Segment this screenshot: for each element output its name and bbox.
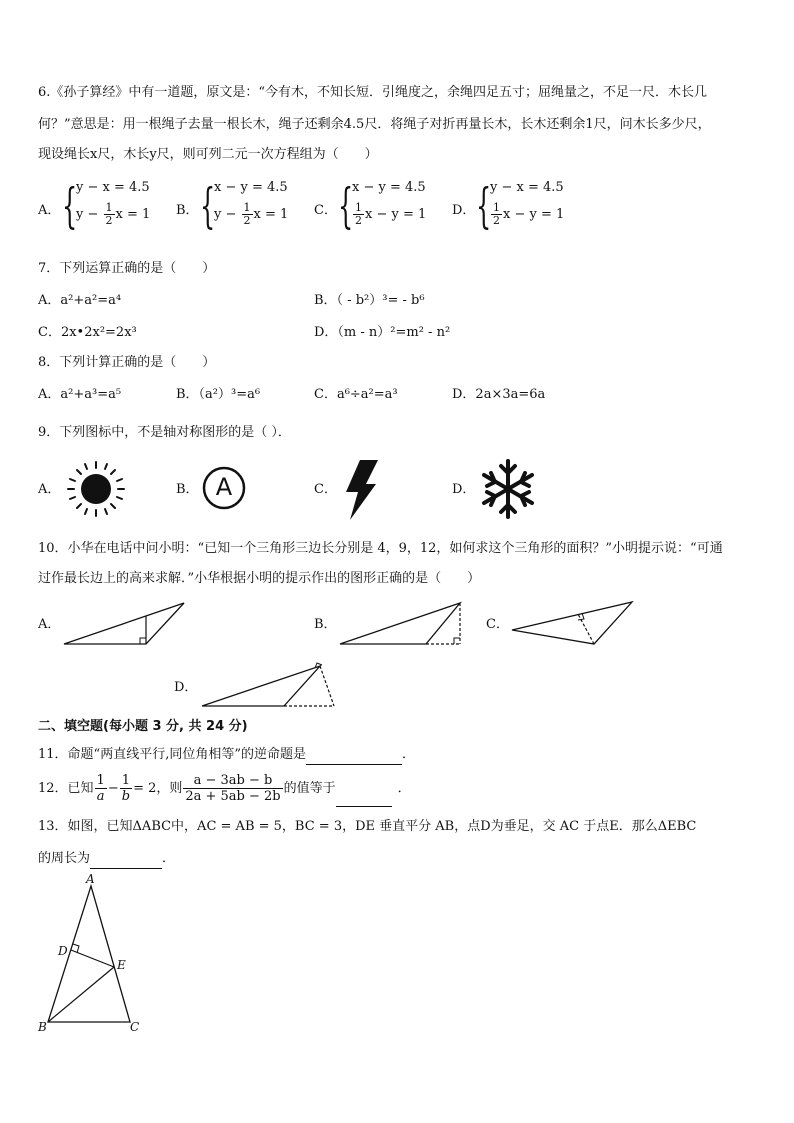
q10-label-c: C．: [486, 617, 509, 632]
triangle-figure-c: [508, 600, 638, 650]
q6-option-b-label: B．: [176, 203, 199, 218]
q10-line1: 10．小华在电话中问小明：“已知一个三角形三边长分别是 4，9，12，如何求这个三角形的面积？”小明提示说：“可通: [38, 541, 723, 556]
q6-d-eq1: y − x = 4.5: [490, 180, 564, 195]
snowflake-icon: [478, 458, 538, 520]
circle-letter-text: A: [215, 473, 233, 501]
q7-stem: 7．下列运算正确的是（ ）: [38, 261, 216, 276]
q6-line2: 何？”意思是：用一根绳子去量一根长木，绳子还剩余4.5尺．将绳子对折再量长木，长木还剩余1尺，问木长多少尺，: [38, 117, 711, 132]
q6-b-eq2: y − $\frac{1}{2}$ x = 1: [214, 201, 289, 227]
q8-option-d: D．2a×3a=6a: [452, 387, 546, 402]
q6-line3: 现设绳长x尺，木长y尺，则可列二元一次方程组为（ ）: [38, 147, 378, 162]
q6-a-eq2: y − $\frac{1}{2}$ x = 1: [76, 201, 151, 227]
point-label-e: E: [117, 958, 126, 972]
q8-option-b: B．（a²）³=a⁶: [176, 387, 261, 402]
q13-triangle-figure: [36, 874, 146, 1040]
point-label-b: B: [38, 1020, 47, 1034]
q11: 11．命题“两直线平行,同位角相等”的逆命题是 ．: [38, 746, 415, 765]
q6-a-eq1: y − x = 4.5: [76, 180, 150, 195]
q6-d-eq2: $\frac{1}{2}$ x − y = 1: [493, 201, 565, 227]
lightning-icon: [340, 458, 384, 524]
triangle-figure-a: [60, 600, 190, 650]
q6-option-d-label: D．: [452, 203, 476, 218]
q10-label-d: D．: [174, 680, 198, 695]
q6-c-eq1: x − y = 4.5: [352, 180, 426, 195]
q6-line1: 6.《孙子算经》中有一道题，原文是：“今有木，不知长短．引绳度之，余绳四足五寸；屈绳量之，不足一尺．木长几: [38, 85, 708, 100]
triangle-figure-b: [336, 600, 466, 650]
q7-option-a: A．a²+a²=a⁴: [38, 293, 122, 308]
triangle-figure-d: [198, 660, 343, 710]
q7-option-d: D．（m - n）²=m² - n²: [314, 325, 451, 340]
point-label-d: D: [58, 944, 68, 958]
q8-option-a: A．a²+a³=a⁵: [38, 387, 122, 402]
q9-label-a: A．: [38, 482, 61, 497]
section-title-fill-blank: 二、填空题(每小题 3 分, 共 24 分): [38, 719, 248, 734]
q7-option-b: B．（ - b²）³= - b⁶: [314, 293, 425, 308]
q9-label-d: D．: [452, 482, 476, 497]
q7-option-c: C．2x•2x²=2x³: [38, 325, 137, 340]
q13-line1: 13．如图，已知ΔABC中，AC = AB = 5，BC = 3，DE 垂直平分 AB，点D为垂足，交 AC 于点E．那么ΔEBC: [38, 819, 697, 834]
q6-option-a-label: A．: [38, 203, 61, 218]
q6-option-c-label: C．: [314, 203, 337, 218]
point-label-a: A: [86, 872, 95, 886]
q10-line2: 过作最长边上的高来求解．”小华根据小明的提示作出的图形正确的是（ ）: [38, 571, 481, 586]
sun-icon: [64, 458, 128, 520]
q9-label-c: C．: [314, 482, 337, 497]
q12: 12．已知 $\frac{1}{a}$ − $\frac{1}{b}$ = 2，则 $\frac{a - 3ab - b}{2a + 5ab - 2b}$ 的值等于 ．: [38, 772, 411, 807]
q6-c-eq2: $\frac{1}{2}$ x − y = 1: [355, 201, 427, 227]
q10-label-a: A．: [38, 617, 61, 632]
q8-option-c: C．a⁶÷a²=a³: [314, 387, 398, 402]
point-label-c: C: [130, 1020, 140, 1034]
q9-stem: 9．下列图标中，不是轴对称图形的是（ ）．: [38, 425, 291, 440]
q10-label-b: B．: [314, 617, 337, 632]
q9-label-b: B．: [176, 482, 199, 497]
q6-b-eq1: x − y = 4.5: [214, 180, 288, 195]
q8-stem: 8．下列计算正确的是（ ）: [38, 355, 216, 370]
q13-line2: 的周长为 ．: [38, 850, 175, 869]
